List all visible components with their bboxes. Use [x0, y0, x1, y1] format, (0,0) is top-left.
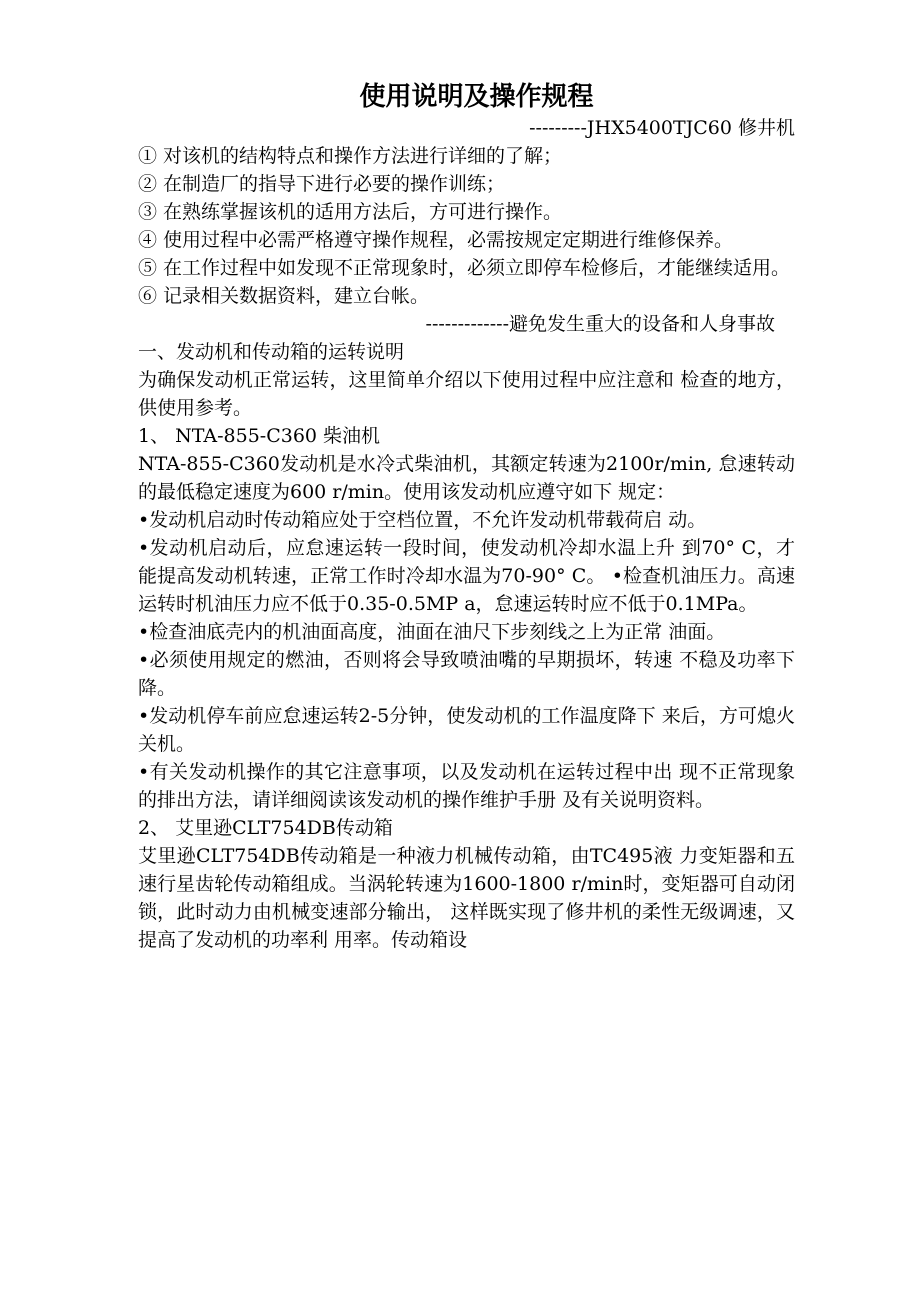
numbered-item: ④ 使用过程中必需严格遵守操作规程，必需按规定定期进行维修保养。 — [138, 229, 734, 251]
document-title: 使用说明及操作规程 — [359, 82, 594, 112]
subsection-text: 艾里逊CLT754DB传动箱是一种液力机械传动箱，由TC495液 力变矩器和五速行星齿轮传动箱组成。当涡轮转速为1600-1800 r/min时，变矩器可自动闭锁，此时动力由机械变速部分输出， 这样既实现了修井机的柔性无级调速，又提高了发动机的功率利 用率。传动箱设 — [138, 845, 795, 951]
bullet-item: •发动机启动后，应怠速运转一段时间，使发动机冷却水温上升 到70° C，才能提高发动机转速，正常工作时冷却水温为70-90° C。 •检查机油压力。高速运转时机油压力应不低于0.35-0.5MP a，怠速运转时应不低于0.1MPa。 — [138, 537, 795, 615]
bullet-item: •检查油底壳内的机油面高度，油面在油尺下步刻线之上为正常 油面。 — [138, 621, 726, 643]
bullet-item: •发动机启动时传动箱应处于空档位置，不允许发动机带载荷启 动。 — [138, 509, 707, 531]
document-subtitle: ---------JHX5400TJC60 修井机 — [529, 117, 795, 139]
subsection-heading: 2、 艾里逊CLT754DB传动箱 — [138, 817, 393, 839]
bullet-item: •有关发动机操作的其它注意事项，以及发动机在运转过程中出 现不正常现象的排出方法，请详细阅读该发动机的操作维护手册 及有关说明资料。 — [138, 761, 795, 811]
numbered-item: ⑤ 在工作过程中如发现不正常现象时，必须立即停车检修后，才能继续适用。 — [138, 257, 791, 279]
numbered-list — [138, 142, 795, 310]
numbered-item: ② 在制造厂的指导下进行必要的操作训练； — [138, 173, 506, 195]
subsection-heading: 1、 NTA-855-C360 柴油机 — [138, 425, 381, 447]
section-heading: 一、发动机和传动箱的运转说明 — [138, 341, 405, 363]
numbered-item: ① 对该机的结构特点和操作方法进行详细的了解； — [138, 145, 563, 167]
bullet-item: •必须使用规定的燃油，否则将会导致喷油嘴的早期损坏，转速 不稳及功率下降。 — [138, 649, 795, 699]
document-page — [138, 80, 795, 954]
subsection-intro: NTA-855-C360发动机是水冷式柴油机，其额定转速为2100r/min, 怠速转动的最低稳定速度为600 r/min。使用该发动机应遵守如下 规定： — [138, 453, 795, 503]
bullet-list — [138, 506, 795, 814]
section-intro: 为确保发动机正常运转，这里简单介绍以下使用过程中应注意和 检查的地方，供使用参考。 — [138, 369, 795, 419]
numbered-item: ③ 在熟练掌握该机的适用方法后，方可进行操作。 — [138, 201, 563, 223]
bullet-item: •发动机停车前应怠速运转2-5分钟，使发动机的工作温度降下 来后，方可熄火关机。 — [138, 705, 795, 755]
numbered-item: ⑥ 记录相关数据资料，建立台帐。 — [138, 285, 430, 307]
warning-line: -------------避免发生重大的设备和人身事故 — [425, 313, 775, 335]
